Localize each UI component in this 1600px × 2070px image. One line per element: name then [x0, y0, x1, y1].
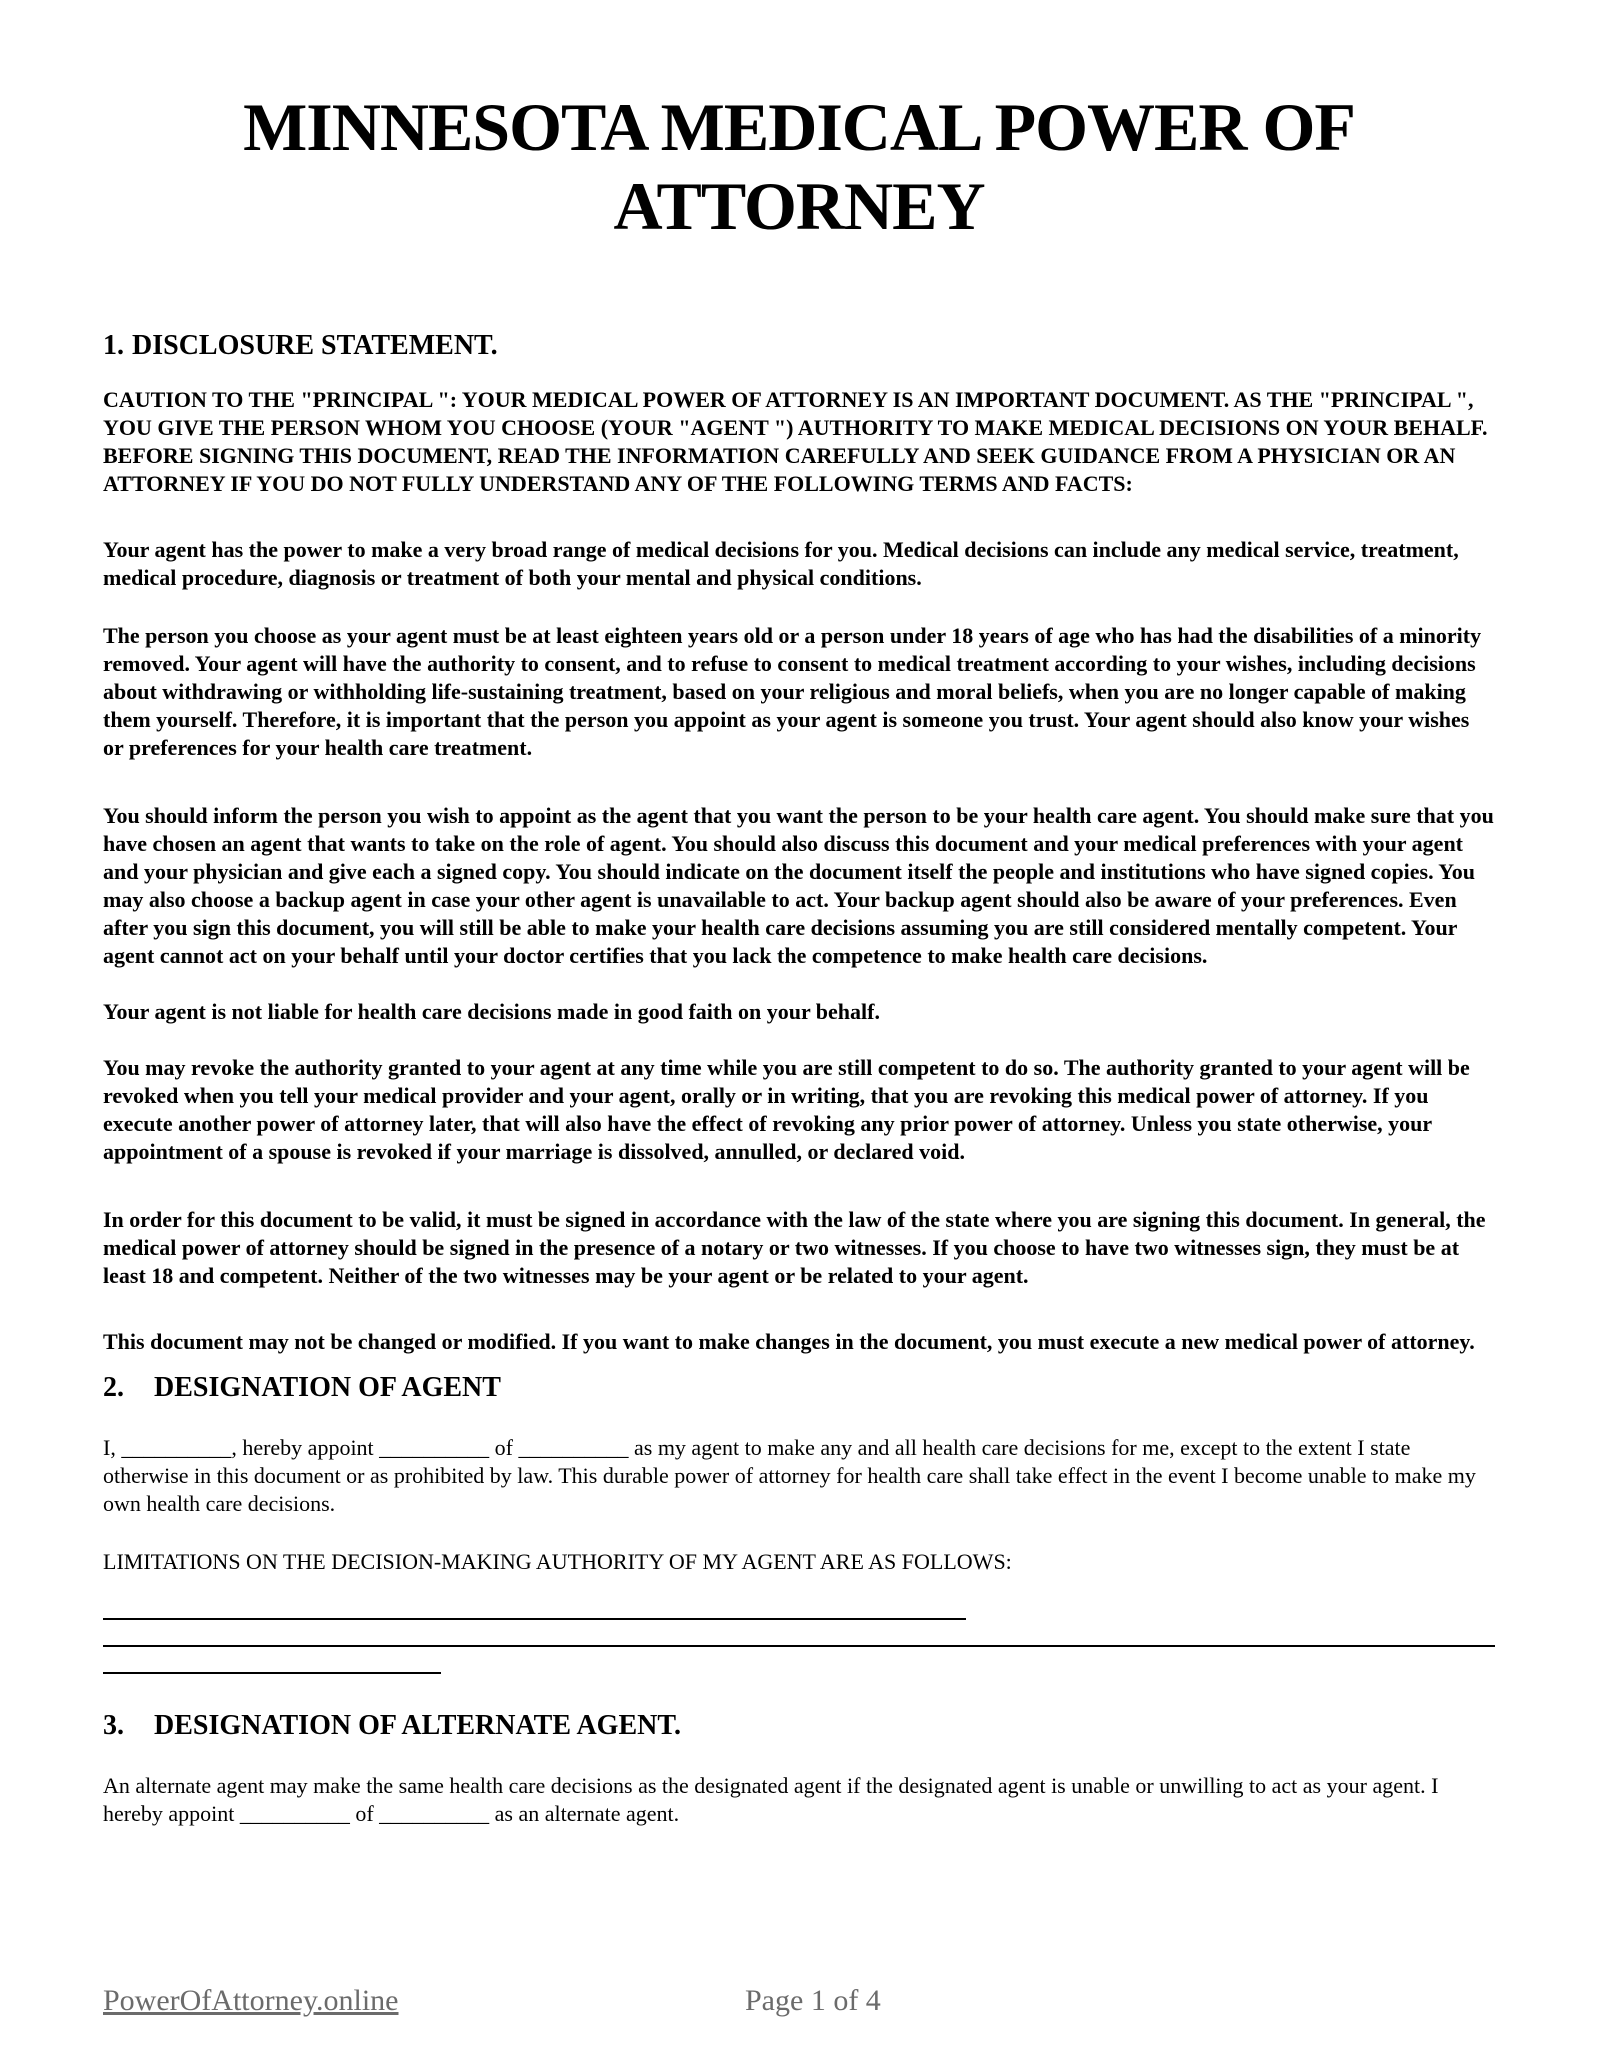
document-title: MINNESOTA MEDICAL POWER OF ATTORNEY — [243, 89, 1355, 244]
caution-paragraph: CAUTION TO THE "PRINCIPAL ": YOUR MEDICAL POWER OF ATTORNEY IS AN IMPORTANT DOCUMENT. AS THE "PRINCIPAL ", YOU GIVE THE PERSON WHOM YOU CHOOSE (YOUR "AGENT ") AUTHORITY TO MAKE MEDICAL DECISIONS ON YOUR BEHALF. BEFORE SIGNING THIS DOCUMENT, READ THE INFORMATION CAREFULLY AND SEEK GUIDANCE FROM A PHYSICIAN OR AN ATTORNEY IF YOU DO NOT FULLY UNDERSTAND ANY OF THE FOLLOWING TERMS AND FACTS: — [103, 386, 1488, 496]
fill-in-line-1 — [103, 1618, 966, 1620]
no-modification-paragraph: This document may not be changed or modified. If you want to make changes in the document, you must execute a new medical power of attorney. — [103, 1328, 1475, 1354]
inform-agent-paragraph: You should inform the person you wish to appoint as the agent that you want the person to be your health care agent. You should make sure that you have chosen an agent that wants to take on the role of agent. You should also discuss this document and your medical preferences with your agent and your physician and give each a signed copy. You should indicate on the document itself the people and institutions who have signed copies. You may also choose a backup agent in case your other agent is unavailable to act. Your backup agent should also be aware of your preferences. Even after you sign this document, you will still be able to make your health care decisions assuming you are still considered mentally competent. Your agent cannot act on your behalf until your doctor certifies that you lack the competence to make health care decisions. — [103, 802, 1494, 968]
revocation-paragraph: You may revoke the authority granted to your agent at any time while you are still competent to do so. The authority granted to your agent will be revoked when you tell your medical provider and your agent, orally or in writing, that you are revoking this medical power of attorney. If you execute another power of attorney later, that will also have the effect of revoking any prior power of attorney. Unless you state otherwise, your appointment of a spouse is revoked if your marriage is dissolved, annulled, or declared void. — [103, 1054, 1470, 1164]
page-footer — [0, 1984, 1600, 2018]
page-number-indicator: Page 1 of 4 — [745, 1984, 881, 2017]
fill-in-line-3 — [103, 1672, 441, 1674]
section-2-label: DESIGNATION OF AGENT — [154, 1371, 501, 1403]
agent-eligibility-paragraph: The person you choose as your agent must be at least eighteen years old or a person under 18 years of age who has had the disabilities of a minority removed. Your agent will have the authority to consent, and to refuse to consent to medical treatment according to your wishes, including decisions about withdrawing or withholding life-sustaining treatment, based on your religious and moral beliefs, when you are no longer capable of making them yourself. Therefore, it is important that the person you appoint as your agent is someone you trust. Your agent should also know your wishes or preferences for your health care treatment. — [103, 622, 1482, 760]
section-3-number: 3. — [103, 1710, 124, 1742]
section-1-number: 1. — [103, 329, 124, 361]
alternate-agent-paragraph: An alternate agent may make the same health care decisions as the designated agent if the designated agent is unable or unwilling to act as your agent. I hereby appoint __________ of __________ as an alternate agent. — [103, 1773, 1439, 1827]
liability-paragraph: Your agent is not liable for health care decisions made in good faith on your behalf. — [103, 998, 880, 1024]
limitations-label: LIMITATIONS ON THE DECISION-MAKING AUTHORITY OF MY AGENT ARE AS FOLLOWS: — [103, 1549, 1012, 1575]
section-3-heading — [103, 1710, 1495, 1742]
fill-in-line-2 — [103, 1645, 1495, 1647]
section-1-label: DISCLOSURE STATEMENT. — [132, 329, 498, 361]
validity-paragraph: In order for this document to be valid, it must be signed in accordance with the law of the state where you are signing this document. In general, the medical power of attorney should be signed in the presence of a notary or two witnesses. If you choose to have two witnesses sign, they must be at least 18 and competent. Neither of the two witnesses may be your agent or be related to your agent. — [103, 1206, 1486, 1288]
agent-appointment-paragraph: I, __________, hereby appoint __________ of __________ as my agent to make any and all health care decisions for me, except to the extent I state otherwise in this document or as prohibited by law. This durable power of attorney for health care shall take effect in the event I become unable to make my own health care decisions. — [103, 1435, 1476, 1517]
site-link[interactable]: PowerOfAttorney.online — [103, 1984, 399, 2017]
section-1-heading — [103, 330, 1495, 362]
section-2-number: 2. — [103, 1371, 124, 1403]
section-2-heading — [103, 1372, 1495, 1404]
section-3-label: DESIGNATION OF ALTERNATE AGENT. — [154, 1710, 681, 1742]
agent-power-paragraph: Your agent has the power to make a very broad range of medical decisions for you. Medical decisions can include any medical service, treatment, medical procedure, diagnosis or treatment of both your mental and physical conditions. — [103, 536, 1459, 590]
